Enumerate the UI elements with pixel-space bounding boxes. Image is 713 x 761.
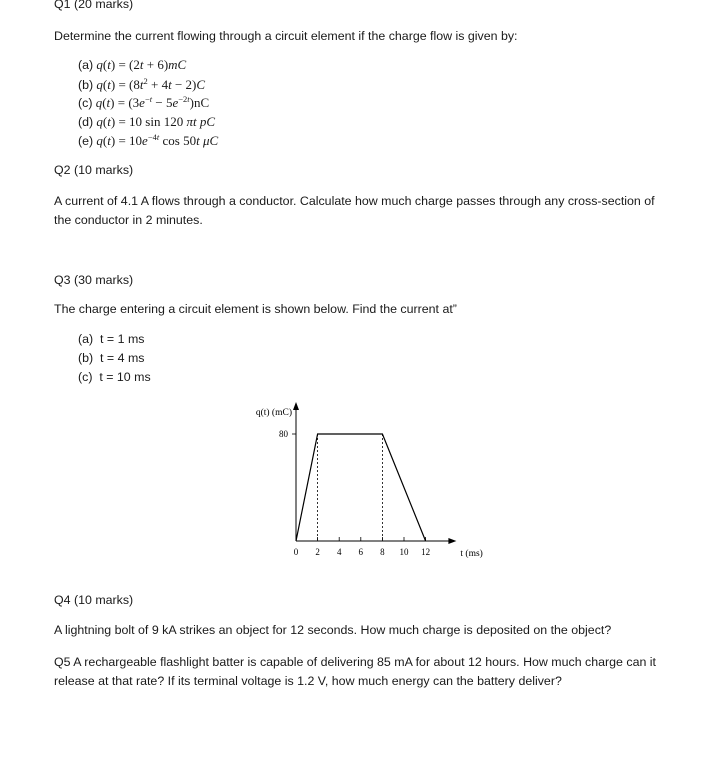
q1-item-expr: q(t) = 10 sin 120 πt pC	[96, 114, 216, 129]
x-tick-label: 10	[399, 547, 409, 557]
q1-item-b	[78, 76, 205, 93]
q3-prompt: The charge entering a circuit element is shown below. Find the current at”	[54, 302, 457, 316]
q4-header: Q4 (10 marks)	[54, 593, 134, 607]
q2-body: A current of 4.1 A flows through a conductor. Calculate how much charge passes through any cross-section of the conductor in 2 minutes.	[54, 194, 655, 227]
y-tick-label: 80	[279, 429, 288, 439]
q1-item-label: (c)	[78, 96, 93, 110]
q1-header: Q1 (20 marks)	[54, 0, 134, 11]
q4-body: A lightning bolt of 9 kA strikes an object for 12 seconds. How much charge is deposited on the object?	[54, 623, 612, 637]
q5-body: Q5 A rechargeable flashlight batter is capable of delivering 85 mA for about 12 hours. How much charge can it release at that rate? If its terminal voltage is 1.2 V, how much energy can the battery deliver?	[54, 655, 656, 688]
x-tick-label: 2	[315, 547, 320, 557]
q3-item-text: t = 10 ms	[99, 370, 151, 384]
y-axis-arrow	[293, 402, 299, 410]
q1-item-c	[78, 94, 209, 111]
q1-item-expr: $q(t) = 10e^{-4t}$ cos 50t μC	[96, 132, 219, 148]
q3-item-b	[78, 351, 144, 365]
q3-header: Q3 (30 marks)	[54, 273, 134, 287]
x-axis-label: t (ms)	[460, 549, 483, 559]
x-tick-label: 8	[380, 547, 385, 557]
y-axis-label: q(t) (mC)	[255, 408, 292, 418]
q3-item-text: t = 1 ms	[100, 332, 145, 346]
charge-graph	[240, 398, 500, 568]
q3-item-label: (c)	[78, 370, 93, 384]
q3-item-a	[78, 332, 144, 346]
q1-item-label: (a)	[78, 58, 94, 72]
q1-item-expr: q(t) = (2t + 6)mC	[96, 57, 187, 72]
q1-item-expr: $q(t) = (8t^2 + 4t - 2)C$	[96, 76, 206, 92]
q1-item-d	[78, 114, 215, 130]
q2-header: Q2 (10 marks)	[54, 163, 134, 177]
x-tick-label: 4	[336, 547, 342, 557]
x-axis-arrow	[448, 538, 456, 544]
q3-item-label: (b)	[78, 351, 94, 365]
charge-series-line	[296, 434, 426, 541]
q1-item-label: (e)	[78, 134, 94, 148]
q1-item-label: (d)	[78, 115, 94, 129]
q1-item-a	[78, 57, 186, 73]
x-tick-label: 6	[358, 547, 364, 557]
q1-item-label: (b)	[78, 78, 94, 92]
x-tick-label: 0	[293, 547, 299, 557]
x-tick-label: 12	[421, 547, 431, 557]
q1-prompt: Determine the current flowing through a circuit element if the charge flow is given by:	[54, 29, 518, 43]
q3-item-c	[78, 370, 151, 384]
q1-item-expr: $q(t) = (3e^{-t} - 5e^{-2t})nC$	[95, 94, 210, 110]
q3-item-label: (a)	[78, 332, 94, 346]
q3-item-text: t = 4 ms	[100, 351, 145, 365]
q1-item-e	[78, 132, 218, 149]
